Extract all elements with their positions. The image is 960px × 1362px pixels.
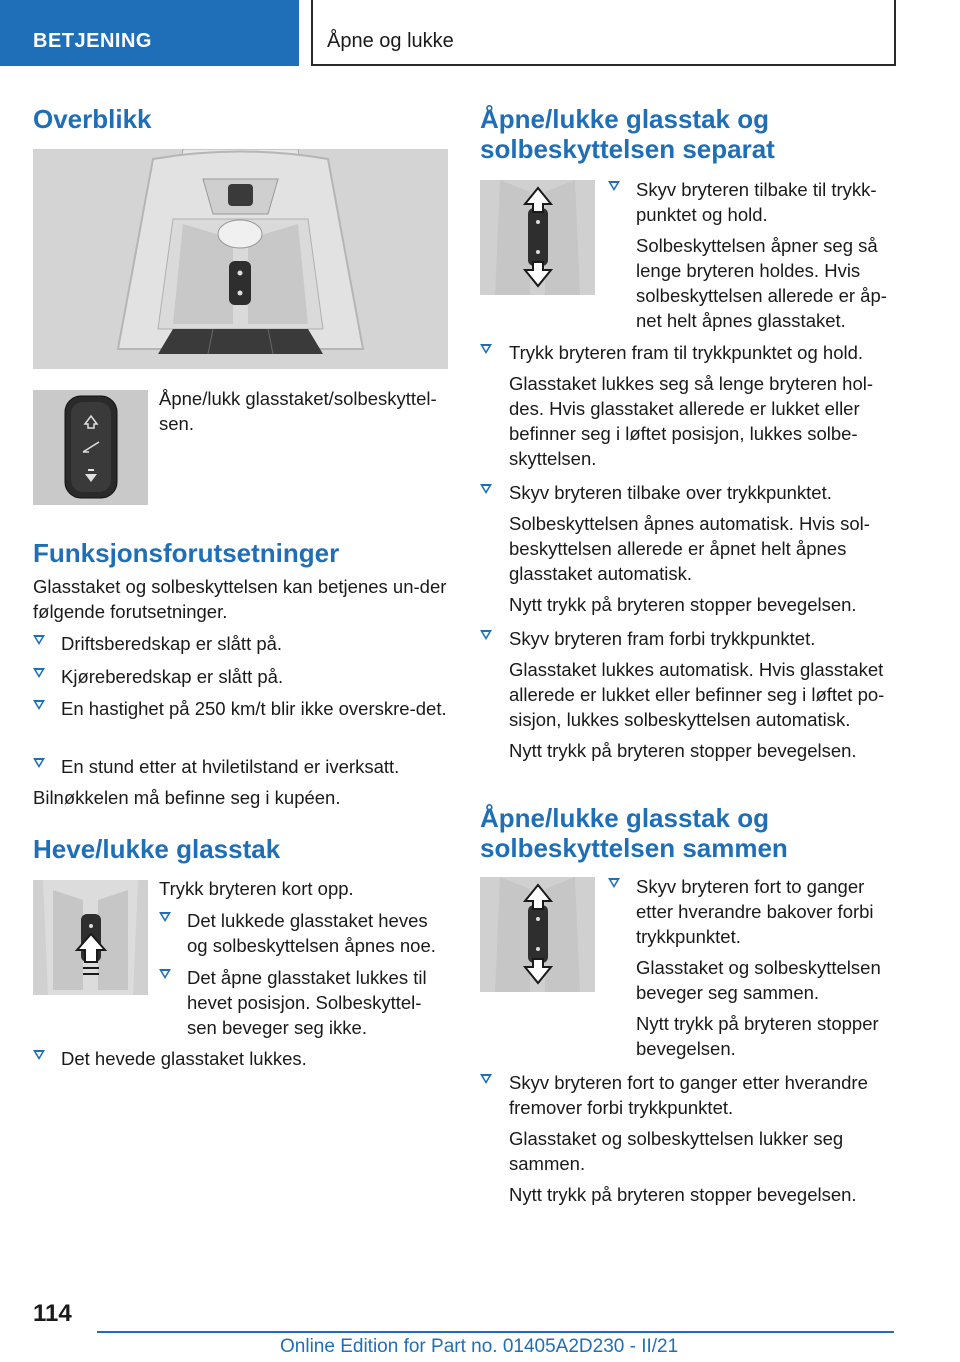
- triangle-bullet-icon: [480, 630, 492, 640]
- prereq-item: Kjøreberedskap er slått på.: [33, 664, 448, 689]
- raise-item: Det lukkede glasstaket heves og solbeskyttelsen åpnes noe.: [159, 908, 449, 958]
- raise-item: Det hevede glasstaket lukkes.: [33, 1046, 448, 1071]
- switch-up-illustration: [33, 880, 148, 995]
- triangle-bullet-icon: [33, 635, 45, 645]
- header-section-label: BETJENING: [33, 30, 152, 52]
- together-item: Skyv bryteren fort to ganger etter hverandre bakover forbi trykkpunktet. Glasstaket og solbeskyttelsen beveger seg sammen. Nytt trykk på bryteren stopper bevegelsen.: [608, 874, 898, 1061]
- triangle-bullet-icon: [480, 344, 492, 354]
- prereq-title: Funksjonsforutsetninger: [33, 538, 340, 568]
- overview-title: Overblikk: [33, 104, 152, 134]
- triangle-bullet-icon: [480, 484, 492, 494]
- triangle-bullet-icon: [33, 758, 45, 768]
- triangle-bullet-icon: [608, 181, 620, 191]
- switch-caption: Åpne/lukk glasstaket/solbeskyttel-sen.: [159, 388, 437, 434]
- triangle-bullet-icon: [33, 668, 45, 678]
- roof-console-illustration: [33, 149, 448, 369]
- together-item: Skyv bryteren fort to ganger etter hverandre fremover forbi trykkpunktet. Glasstaket og solbeskyttelsen lukker seg sammen. Nytt trykk på bryteren stopper bevegelsen.: [480, 1070, 898, 1207]
- header-chapter-label: Åpne og lukke: [327, 30, 454, 52]
- triangle-bullet-icon: [159, 912, 171, 922]
- separate-item: Skyv bryteren fram forbi trykkpunktet. Glasstaket lukkes automatisk. Hvis glasstaket allerede er lukket eller befinner seg i løftet po-sisjon, lukkes solbeskyttelsen automatisk. Nytt trykk på bryteren stopper bevegelsen.: [480, 626, 898, 763]
- raise-title: Heve/lukke glasstak: [33, 834, 281, 864]
- triangle-bullet-icon: [480, 1074, 492, 1084]
- prereq-intro: Glasstaket og solbeskyttelsen kan betjenes un-der følgende forutsetninger.: [33, 576, 447, 622]
- footer-rule: [97, 1331, 894, 1333]
- triangle-bullet-icon: [33, 1050, 45, 1060]
- separate-item: Skyv bryteren tilbake til trykk-punktet og hold. Solbeskyttelsen åpner seg så lenge bryteren holdes. Hvis solbeskyttelsen allerede er åp-net helt åpnes glasstaket.: [608, 177, 898, 333]
- triangle-bullet-icon: [33, 700, 45, 710]
- prereq-note: Bilnøkkelen må befinne seg i kupéen.: [33, 787, 341, 808]
- separate-item: Trykk bryteren fram til trykkpunktet og hold. Glasstaket lukkes seg så lenge bryteren hol-des. Hvis glasstaket allerede er lukket eller befinner seg i løftet posisjon, lukkes solbe-skyttelsen.: [480, 340, 898, 471]
- prereq-item: En stund etter at hviletilstand er iverksatt.: [33, 754, 448, 779]
- separate-title: Åpne/lukke glasstak og solbeskyttelsen separat: [480, 104, 775, 164]
- switch-double-illustration: [480, 877, 595, 992]
- raise-intro: Trykk bryteren kort opp.: [159, 878, 354, 899]
- switch-closeup-illustration: [33, 390, 148, 505]
- together-title: Åpne/lukke glasstak og solbeskyttelsen sammen: [480, 803, 788, 863]
- footer-edition: Online Edition for Part no. 01405A2D230 - II/21: [280, 1336, 679, 1357]
- prereq-item: En hastighet på 250 km/t blir ikke overskre-det.: [33, 696, 448, 721]
- separate-item: Skyv bryteren tilbake over trykkpunktet. Solbeskyttelsen åpnes automatisk. Hvis sol-beskyttelsen allerede er åpnet helt åpnes glasstaket automatisk. Nytt trykk på bryteren stopper bevegelsen.: [480, 480, 898, 617]
- prereq-item: Driftsberedskap er slått på.: [33, 631, 448, 656]
- switch-back-illustration: [480, 180, 595, 295]
- triangle-bullet-icon: [159, 969, 171, 979]
- triangle-bullet-icon: [608, 878, 620, 888]
- raise-item: Det åpne glasstaket lukkes til hevet posisjon. Solbeskyttel-sen beveger seg ikke.: [159, 965, 449, 1040]
- page-number: 114: [33, 1300, 72, 1327]
